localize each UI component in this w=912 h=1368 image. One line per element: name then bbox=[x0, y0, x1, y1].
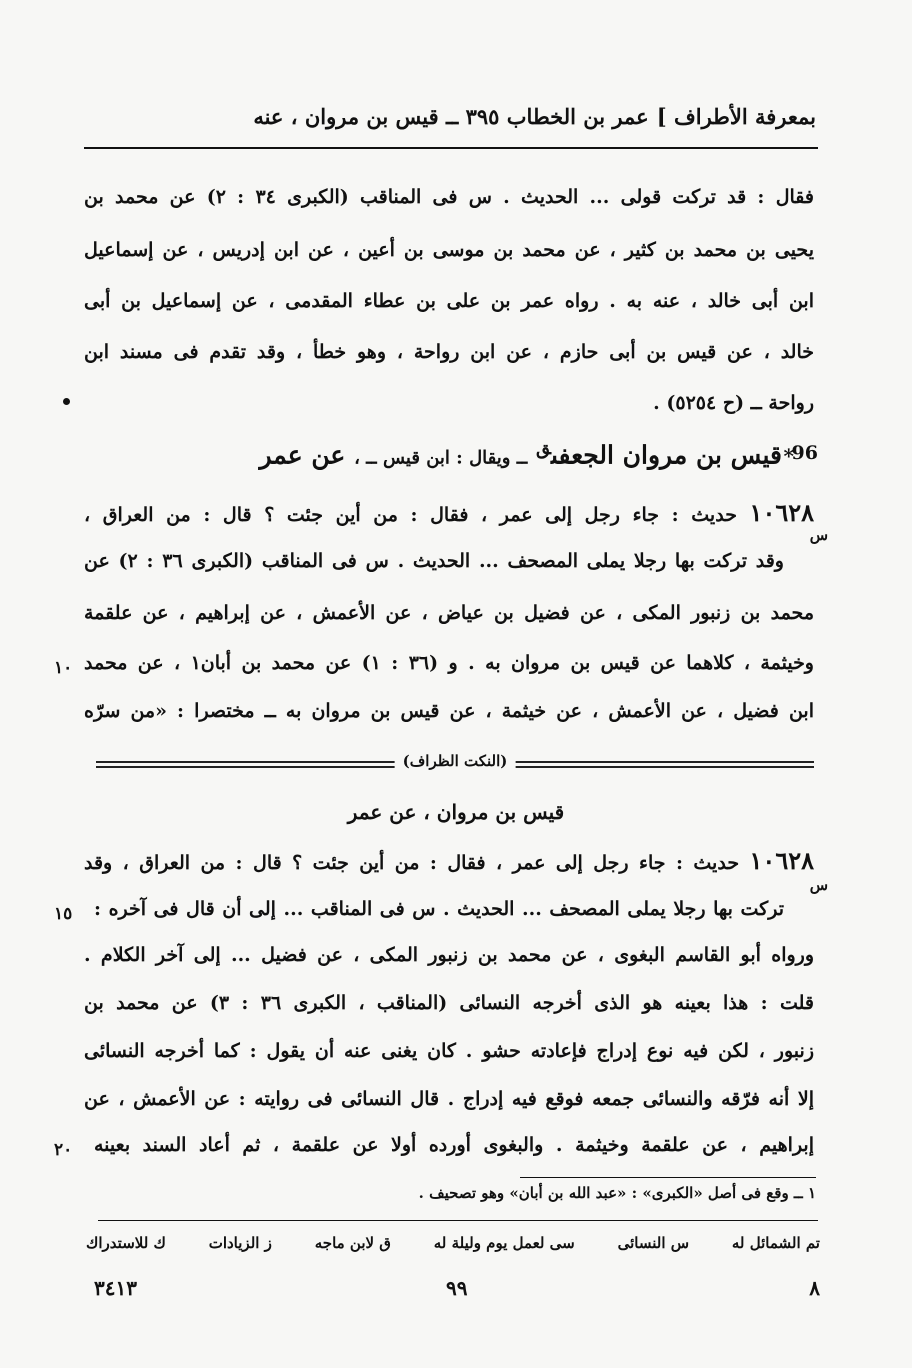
text-line: زنبور ، لكن فيه نوع إدراج فإعادته حشو . كان يغنى عنه أن يقول : كما أخرجه النسائى bbox=[84, 1040, 814, 1062]
abbreviation-item: سى لعمل يوم وليلة له bbox=[433, 1234, 575, 1252]
header-section-title: عمر بن الخطاب ٣٩٥ ــ قيس بن مروان ، عنه bbox=[253, 104, 649, 129]
abbreviation-item: س النسائى bbox=[617, 1234, 690, 1252]
text-line: خالد ، عن قيس بن أبى حازم ، عن ابن رواحة ، وهو خطأ ، وقد تقدم فى مسند ابن bbox=[84, 341, 814, 363]
text-line: ابن أبى خالد ، عنه به . رواه عمر بن على بن عطاء المقدمى ، عن إسماعيل بن أبى bbox=[84, 290, 814, 312]
header-rule bbox=[84, 147, 818, 149]
entry-heading bbox=[260, 438, 782, 469]
text-line: محمد بن زنبور المكى ، عن فضيل بن عياض ، عن الأعمش ، عن إبراهيم ، عن علقمة bbox=[84, 602, 814, 624]
entry-subtitle: ــ ويقال : ابن قيس ــ ، bbox=[354, 447, 528, 469]
entry-tail: عن عمر bbox=[259, 440, 346, 470]
text-line: قلت : هذا بعينه هو الذى أخرجه النسائى (المناقب ، الكبرى ٣٦ : ٣) عن محمد بن bbox=[84, 992, 814, 1014]
text-line: إبراهيم ، عن علقمة وخيثمة . والبغوى أورده أولا عن علقمة ، ثم أعاد السند بعينه bbox=[94, 1134, 814, 1156]
text-line: ورواه أبو القاسم البغوى ، عن محمد بن زنبور المكى ، عن فضيل ... إلى آخر الكلام . bbox=[84, 944, 815, 966]
entry-star: * bbox=[783, 444, 794, 468]
margin-line-number: ١٠ bbox=[54, 658, 73, 678]
header-book-title: بمعرفة الأطراف ] bbox=[656, 104, 816, 129]
text-line: ابن فضيل ، عن الأعمش ، عن خيثمة ، عن قيس بن مروان به ــ مختصرا : «من سرّه bbox=[84, 700, 814, 722]
entry-title: قيس بن مروان الجعفى bbox=[551, 440, 782, 470]
text-line: وخيثمة ، كلاهما عن قيس بن مروان به . و (٣٦ : ١) عن محمد بن أبان١ ، عن محمد bbox=[84, 652, 814, 674]
text-line: إلا أنه فرّقه والنسائى جمعه فوقع فيه إدراج . قال النسائى فى روايته : عن الأعمش ، عن bbox=[84, 1088, 814, 1110]
page-number: ٩٩ bbox=[446, 1276, 468, 1300]
entry-number: 96 bbox=[791, 442, 818, 464]
hadith-text: حديث : جاء رجل إلى عمر ، فقال : من أين جئت ؟ قال : من العراق ، bbox=[84, 504, 737, 526]
abbreviation-item: ق لابن ماجه bbox=[314, 1234, 391, 1252]
abbreviation-item: ز الزيادات bbox=[208, 1234, 272, 1252]
hadith-siglum: س bbox=[809, 876, 828, 894]
margin-line-number: ١٥ bbox=[54, 904, 73, 924]
abbreviation-key bbox=[86, 1234, 820, 1252]
text-line: وقد تركت بها رجلا يملى المصحف ... الحديث . س فى المناقب (الكبرى ٣٦ : ٢) عن bbox=[84, 550, 784, 572]
hadith-first-line bbox=[84, 498, 814, 527]
abbreviation-rule bbox=[98, 1220, 818, 1221]
hadith-number: ١٠٦٢٨ bbox=[749, 846, 814, 875]
text-line: يحيى بن محمد بن كثير ، عن محمد بن موسى بن أعين ، عن ابن إدريس ، عن إسماعيل bbox=[84, 239, 814, 261]
margin-line-number: ٢٠ bbox=[54, 1140, 73, 1160]
hadith-first-line bbox=[84, 846, 814, 875]
hadith-text: حديث : جاء رجل إلى عمر ، فقال : من أين جئت ؟ قال : من العراق ، وقد bbox=[84, 852, 740, 874]
text-line: فقال : قد تركت قولى ... الحديث . س فى المناقب (الكبرى ٣٤ : ٢) عن محمد بن bbox=[84, 186, 814, 208]
abbreviation-item: تم الشمائل له bbox=[731, 1234, 820, 1252]
hadith-siglum: س bbox=[809, 526, 828, 544]
text-line: تركت بها رجلا يملى المصحف ... الحديث . س فى المناقب ... إلى أن قال فى آخره : bbox=[94, 898, 784, 920]
section-separator bbox=[96, 752, 814, 776]
hadith-number: ١٠٦٢٨ bbox=[749, 498, 814, 527]
volume-number: ٨ bbox=[809, 1276, 820, 1300]
footnote: ١ ــ وقع فى أصل «الكبرى» : «عبد الله بن أبان» وهو تصحيف . bbox=[418, 1184, 816, 1202]
running-count: ٣٤١٣ bbox=[94, 1276, 137, 1300]
entry-mark: ق bbox=[536, 438, 552, 459]
running-header bbox=[86, 104, 816, 144]
separator-label: (النكت الظراف) bbox=[395, 752, 516, 770]
abbreviation-item: ك للاستدراك bbox=[86, 1234, 166, 1252]
footnote-rule bbox=[520, 1177, 816, 1178]
section-subheading: قيس بن مروان ، عن عمر bbox=[347, 800, 565, 824]
margin-dot bbox=[63, 398, 70, 405]
text-line: رواحة ــ (ح ٥٢٥٤) . bbox=[653, 392, 814, 414]
